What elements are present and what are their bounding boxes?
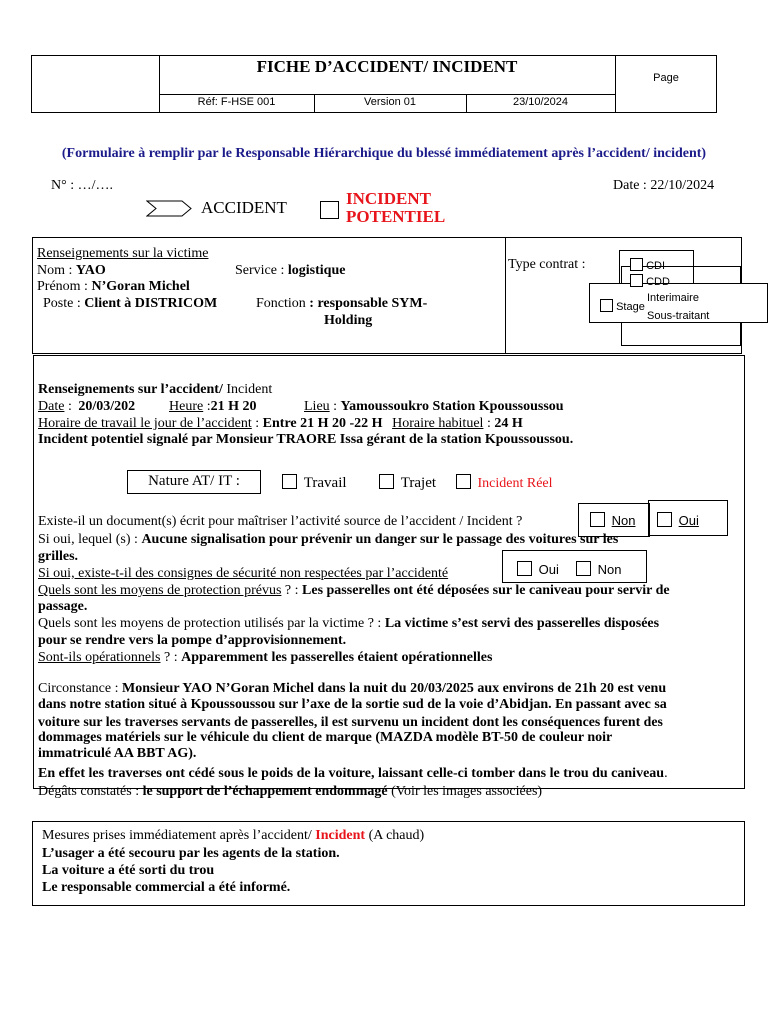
travail-checkbox[interactable]: [282, 474, 297, 489]
victim-fonction-row: Fonction : responsable SYM-: [256, 296, 428, 311]
contract-option-stage[interactable]: Stage: [600, 299, 645, 313]
instruction-text: (Formulaire à remplir par le Responsable Hiérarchique du blessé immédiatement après l’accident/ incident): [61, 146, 707, 161]
moyens-utilises-cont: pour se rendre vers la pompe d’approvisionnement.: [38, 633, 347, 648]
stage-checkbox[interactable]: [600, 299, 613, 312]
document-oui-checkbox[interactable]: [657, 512, 672, 527]
consignes-non-checkbox[interactable]: [576, 561, 591, 576]
victim-section-title: Renseignements sur la victime: [37, 246, 209, 261]
cdi-checkbox[interactable]: [630, 258, 643, 271]
contract-option-cdi[interactable]: CDI: [630, 258, 665, 272]
nature-travail-option[interactable]: Travail: [282, 474, 347, 492]
accident-date-row: Date : 20/03/202: [38, 399, 136, 414]
document-oui-option[interactable]: Oui: [657, 512, 699, 528]
moyens-prevus-row: Quels sont les moyens de protection prévus ? : Les passerelles ont été déposées sur le caniveau pour servir de: [38, 583, 670, 598]
accident-heure-row: Heure :21 H 20: [169, 399, 257, 414]
victim-poste: Client à DISTRICOM: [84, 296, 218, 311]
victim-prenom: N’Goran Michel: [91, 279, 190, 294]
mesures-item-3: Le responsable commercial a été informé.: [42, 880, 291, 895]
circonstance-line-6: En effet les traverses ont cédé sous le poids de la voiture, laissant celle-ci tomber dans le trou du caniveau.: [38, 766, 668, 781]
accident-section-title: Renseignements sur l’accident/ Incident: [38, 382, 273, 397]
header-row-divider: [159, 94, 615, 95]
consignes-non-option[interactable]: Non: [576, 561, 621, 577]
nature-label: Nature AT/ IT :: [148, 473, 240, 489]
victim-fonction-cont: Holding: [324, 313, 373, 328]
document-non-checkbox[interactable]: [590, 512, 605, 527]
version: Version 01: [364, 96, 416, 108]
moyens-prevus-cont: passage.: [38, 599, 88, 614]
consignes-question: Si oui, existe-t-il des consignes de sécurité non respectées par l’accidenté: [38, 566, 449, 581]
document-non-option[interactable]: Non: [590, 512, 635, 528]
mesures-item-2: La voiture a été sorti du trou: [42, 863, 215, 878]
nature-trajet-option[interactable]: Trajet: [379, 474, 436, 492]
form-title: FICHE D’ACCIDENT/ INCIDENT: [256, 57, 518, 76]
operationnels-row: Sont-ils opérationnels ? : Apparemment les passerelles étaient opérationnelles: [38, 650, 493, 665]
document-question: Existe-il un document(s) écrit pour maîtriser l’activité source de l’accident / Incident ?: [38, 514, 523, 529]
header-divider: [615, 55, 616, 113]
incident-reel-checkbox[interactable]: [456, 474, 471, 489]
victim-nom: YAO: [75, 263, 106, 278]
contract-type-label: Type contrat :: [508, 257, 586, 272]
moyens-utilises-row: Quels sont les moyens de protection utilisés par la victime ? : La victime s’est servi des passerelles disposées: [38, 616, 660, 631]
lequel-cont: grilles.: [38, 549, 79, 564]
accident-lieu-row: Lieu : Yamoussoukro Station Kpoussoussou: [304, 399, 564, 414]
incident-potentiel-label: INCIDENT POTENTIEL: [346, 189, 446, 226]
circonstance-line-5: immatriculé AA BBT AG).: [38, 746, 197, 761]
contract-option-interimaire[interactable]: Interimaire: [647, 292, 699, 304]
header-date: 23/10/2024: [512, 96, 569, 108]
type-accident-label: ACCIDENT: [201, 198, 287, 217]
circonstance-row: Circonstance : Monsieur YAO N’Goran Michel dans la nuit du 20/03/2025 aux environs de 21h 20 est venu: [38, 681, 667, 696]
victim-service-row: Service : logistique: [235, 263, 346, 278]
consignes-oui-option[interactable]: Oui: [517, 561, 559, 577]
lequel-row: Si oui, lequel (s) : Aucune signalisation pour prévenir un danger sur le passage des voitures sur les: [38, 532, 619, 547]
circonstance-line-3: voiture sur les traverses servants de passerelles, il est survenu un incident dont les conséquences furent des: [38, 714, 663, 729]
accident-date: 20/03/202: [78, 399, 136, 414]
consignes-oui-checkbox[interactable]: [517, 561, 532, 576]
victim-poste-row: Poste : Client à DISTRICOM: [43, 296, 218, 311]
arrow-icon: [146, 200, 192, 217]
form-date: Date : 22/10/2024: [613, 178, 715, 193]
mesures-item-1: L’usager a été secouru par les agents de la station.: [42, 846, 340, 861]
accident-heure: 21 H 20: [210, 399, 257, 414]
victim-prenom-row: Prénom : N’Goran Michel: [37, 279, 190, 294]
victim-nom-row: Nom : YAO: [37, 263, 106, 278]
ref-code: Réf: F-HSE 001: [197, 96, 276, 108]
contract-option-sous-traitant[interactable]: Sous-traitant: [647, 310, 710, 322]
cdd-checkbox[interactable]: [630, 274, 643, 287]
contract-option-cdd[interactable]: CDD: [630, 274, 670, 288]
victim-service: logistique: [287, 263, 346, 278]
incident-potentiel-checkbox[interactable]: [320, 201, 339, 219]
accident-horaire-row: Horaire de travail le jour de l’accident : Entre 21 H 20 -22 H Horaire habituel : 24 H: [38, 416, 523, 431]
mesures-title: Mesures prises immédiatement après l’accident/ Incident (A chaud): [42, 828, 425, 843]
trajet-checkbox[interactable]: [379, 474, 394, 489]
circonstance-line-2: dans notre station situé à Kpoussoussou sur l’axe de la sortie sud de la voie d’Abidjan. En passant avec sa: [38, 697, 667, 712]
circonstance-line-4: dommages matériels sur le véhicule du client de marque (MAZDA modèle BT-50 de couleur noir: [38, 730, 613, 745]
accident-signal: Incident potentiel signalé par Monsieur TRAORE Issa gérant de la station Kpoussoussou.: [38, 432, 574, 447]
victim-fonction: : responsable SYM-: [309, 296, 428, 311]
victim-contract-divider: [505, 237, 506, 354]
accident-lieu: Yamoussoukro Station Kpoussoussou: [340, 399, 564, 414]
form-number: N° : …/….: [51, 178, 113, 193]
page-label: Page: [653, 72, 679, 84]
nature-incident-reel-option[interactable]: Incident Réel: [456, 474, 553, 492]
degats-row: Dégâts constatés : le support de l’échappement endommagé (Voir les images associées): [38, 784, 543, 799]
